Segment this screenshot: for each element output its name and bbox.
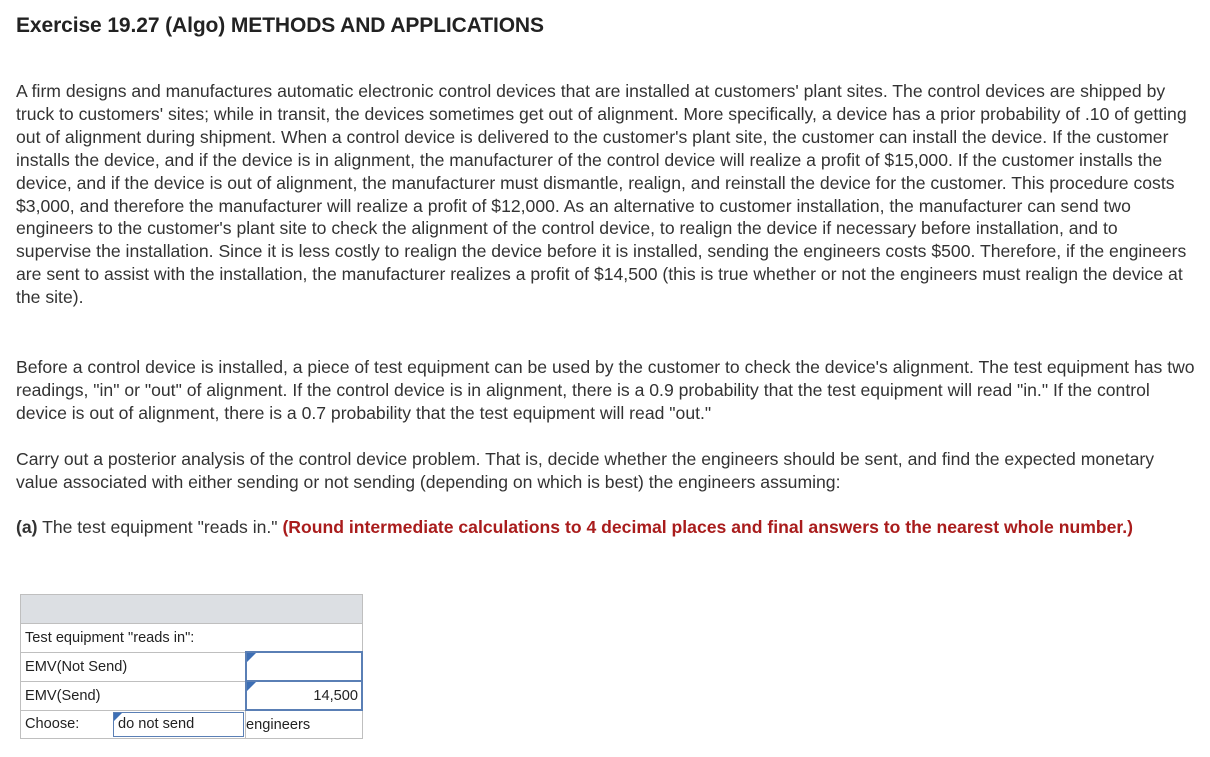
part-a-instruction: (Round intermediate calculations to 4 decimal places and final answers to the nearest whole number.) — [282, 517, 1134, 537]
choose-cell — [21, 710, 246, 739]
part-a-text: The test equipment "reads in." — [37, 517, 283, 537]
answer-table — [20, 594, 363, 739]
part-a-label: (a) — [16, 517, 38, 537]
choose-suffix: engineers — [246, 710, 362, 739]
table-caption: Test equipment "reads in": — [21, 624, 363, 653]
table-row — [21, 652, 363, 681]
select-marker-icon — [114, 713, 122, 721]
table-row — [21, 710, 363, 739]
part-a-question — [16, 516, 1196, 539]
emv-not-send-input[interactable] — [246, 652, 362, 681]
emv-send-input[interactable] — [246, 681, 362, 710]
answer-table-header — [21, 595, 363, 624]
choose-selected-value: do not send — [118, 716, 195, 733]
choose-wrapper — [21, 711, 245, 739]
table-row — [21, 681, 363, 710]
answer-table-header-cell — [21, 595, 363, 624]
input-marker-icon — [247, 682, 256, 691]
emv-not-send-label: EMV(Not Send) — [21, 652, 246, 681]
input-marker-icon — [247, 653, 256, 662]
choose-select[interactable] — [113, 712, 244, 737]
emv-send-label: EMV(Send) — [21, 681, 246, 710]
emv-send-value: 14,500 — [313, 687, 358, 704]
problem-paragraph-1: A firm designs and manufactures automatic electronic control devices that are installed at customers' plant sites. The control devices are shipped by truck to customers' sites; while in transit, the devices sometimes get out of alignment. More specifically, a device has a prior probability of .10 of getting out of alignment during shipment. When a control device is delivered to the customer's plant site, the customer can install the device. If the customer installs the device, and if the device is in alignment, the manufacturer of the control device will realize a profit of $15,000. If the customer installs the device, and if the device is out of alignment, the manufacturer must dismantle, realign, and reinstall the device for the customer. This procedure costs $3,000, and therefore the manufacturer will realize a profit of $12,000. As an alternative to customer installation, the manufacturer can send two engineers to the customer's plant site to check the alignment of the control device, to realign the device if necessary before installation, and to supervise the installation. Since it is less costly to realign the device before it is installed, sending the engineers costs $500. Therefore, if the engineers are sent to assist with the installation, the manufacturer realizes a profit of $14,500 (this is true whether or not the engineers must realign the device at the site). — [16, 81, 1187, 308]
choose-label: Choose: — [25, 716, 80, 733]
table-row — [21, 624, 363, 653]
problem-paragraph-2: Before a control device is installed, a piece of test equipment can be used by the customer to check the device's alignment. The test equipment has two readings, "in" or "out" of alignment. If the control device is in alignment, there is a 0.9 probability that the test equipment will read "in." If the control device is out of alignment, there is a 0.7 probability that the test equipment will read "out." — [16, 357, 1195, 423]
problem-paragraph-3: Carry out a posterior analysis of the control device problem. That is, decide whether the engineers should be sent, and find the expected monetary value associated with either sending or not sending (depending on which is best) the engineers assuming: — [16, 449, 1155, 492]
exercise-title: Exercise 19.27 (Algo) METHODS AND APPLICATIONS — [16, 14, 544, 37]
